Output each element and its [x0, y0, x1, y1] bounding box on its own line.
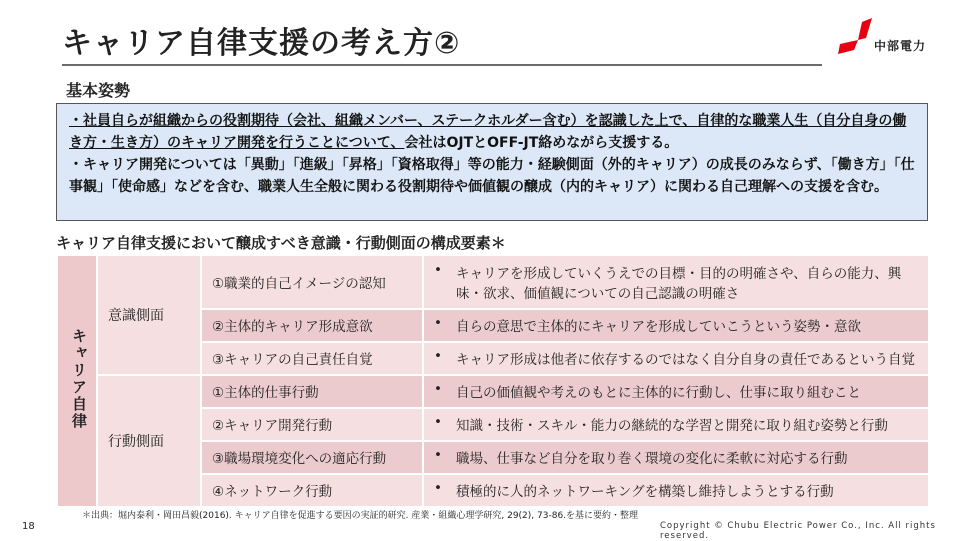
stance-paragraph-1-tail: 会社はOJTとOFF-JT絡めながら支援する。	[404, 135, 678, 151]
stance-paragraph-2: ・キャリア開発については「異動」「進級」「昇格」「資格取得」等の能力・経験側面（外的キャリア）の成長のみならず、「働き方」「仕事観」「使命感」などを含む、職業人生全般に関わる役割期待や価値観の醸成（内的キャリア）に関わる自己理解への支援を含む。	[69, 154, 915, 198]
table-row-desc: • キャリアを形成していくうえでの目標・目的の明確さや、自らの能力、興味・欲求、価値観についての自己認識の明確さ	[423, 255, 929, 309]
page-title: キャリア自律支援の考え方②	[62, 18, 460, 62]
table-row-item: ①職業的自己イメージの認知	[201, 255, 423, 309]
copyright-notice: Copyright © Chubu Electric Power Co., Inc. All rights reserved.	[660, 521, 960, 541]
page-number: 18	[22, 521, 35, 532]
components-heading: キャリア自律支援において醸成すべき意識・行動側面の構成要素＊	[56, 232, 506, 253]
category-behavior: 行動側面	[97, 375, 201, 507]
category-awareness: 意識側面	[97, 255, 201, 375]
table-row-item: ④ネットワーク行動	[201, 474, 423, 507]
table-row-desc: • 知識・技術・スキル・能力の継続的な学習と開発に取り組む姿勢と行動	[423, 408, 929, 441]
table-row-desc: • キャリア形成は他者に依存するのではなく自分自身の責任であるという自覚	[423, 342, 929, 375]
basic-stance-heading: 基本姿勢	[66, 78, 130, 101]
career-autonomy-label: キャリア自律	[57, 255, 97, 507]
basic-stance-box	[56, 103, 928, 221]
table-row-desc: • 積極的に人的ネットワーキングを構築し維持しようとする行動	[423, 474, 929, 507]
components-table	[56, 254, 930, 508]
table-row-desc: • 自らの意思で主体的にキャリアを形成していこうという姿勢・意欲	[423, 309, 929, 342]
table-row-desc: • 自己の価値観や考えのもとに主体的に行動し、仕事に取り組むこと	[423, 375, 929, 408]
table-row-item: ①主体的仕事行動	[201, 375, 423, 408]
title-underline	[62, 64, 822, 66]
table-row-item: ③キャリアの自己責任自覚	[201, 342, 423, 375]
table-row-item: ②キャリア開発行動	[201, 408, 423, 441]
table-row-item: ②主体的キャリア形成意欲	[201, 309, 423, 342]
table-row-desc: • 職場、仕事など自分を取り巻く環境の変化に柔軟に対応する行動	[423, 441, 929, 474]
stance-paragraph-1	[69, 110, 915, 154]
table-row-item: ③職場環境変化への適応行動	[201, 441, 423, 474]
company-logo-text: 中部電力	[874, 37, 926, 54]
stance-paragraph-1-underlined: ・社員自らが組織からの役割期待（会社、組織メンバー、ステークホルダー含む）を認識した上で、自律的な職業人生（自分自身の働き方・生き方）のキャリア開発を行うことについて、	[69, 113, 906, 151]
source-footnote: ＊出典：堀内泰利・岡田昌毅(2016). キャリア自律を促進する要因の実証的研究. 産業・組織心理学研究, 29(2), 73-86.を基に要約・整理	[82, 508, 638, 521]
